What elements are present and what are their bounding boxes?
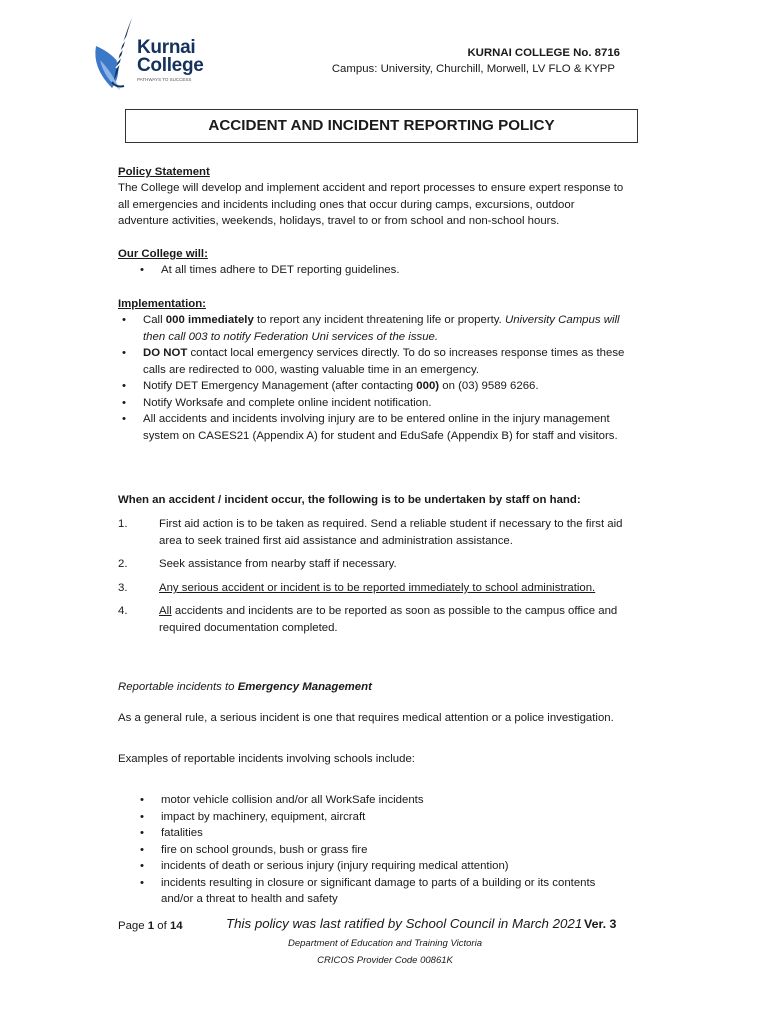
page-number bbox=[118, 918, 183, 935]
college-will-heading: Our College will: bbox=[118, 248, 208, 260]
heading-text: Reportable incidents to bbox=[118, 681, 238, 693]
numbered-item bbox=[118, 556, 658, 573]
item-text-line bbox=[159, 603, 658, 620]
total-pages: 14 bbox=[169, 920, 183, 932]
policy-statement-heading: Policy Statement bbox=[118, 166, 210, 178]
text: system on CASES21 (Appendix A) for student and EduSafe (Appendix B) for staff and visitors. bbox=[143, 429, 618, 442]
examples-intro: Examples of reportable incidents involving schools include: bbox=[118, 753, 415, 765]
campus-note-cont: then call 003 to notify Federation Uni services of the issue. bbox=[143, 330, 439, 343]
numbered-item bbox=[118, 603, 658, 636]
list-item: • fire on school grounds, bush or grass fire bbox=[136, 842, 656, 859]
item-text: accidents and incidents are to be reported as soon as possible to the campus office and bbox=[171, 605, 618, 617]
text: Call bbox=[143, 314, 166, 326]
heading-bold: Emergency Management bbox=[237, 681, 372, 693]
numbered-item bbox=[118, 580, 658, 597]
list-item: • fatalities bbox=[136, 825, 656, 842]
text: on (03) 9589 6266. bbox=[439, 380, 539, 392]
list-item bbox=[118, 411, 663, 444]
list-item bbox=[118, 312, 663, 345]
reportable-heading bbox=[118, 679, 372, 696]
list-item: • incidents of death or serious injury (injury requiring medical attention) bbox=[136, 858, 656, 875]
policy-statement-line: all emergencies and incidents including ones that occur during camps, excursions, outdoor bbox=[118, 198, 575, 211]
item-number: 4. bbox=[118, 605, 128, 617]
text: contact local emergency services directly. To do so increases response times as these bbox=[187, 347, 625, 359]
item-text: Seek assistance from nearby staff if necessary. bbox=[159, 558, 397, 570]
item-number: 1. bbox=[118, 518, 128, 530]
policy-statement-line: adventure activities, weekends, holidays, travel to or from school and non-school hours. bbox=[118, 215, 560, 227]
campus-list: Campus: University, Churchill, Morwell, LV FLO & KYPP bbox=[331, 63, 615, 75]
logo-text-line1: Kurnai bbox=[137, 37, 196, 58]
campus-note: University Campus will bbox=[504, 314, 620, 326]
item-text: area to seek trained first aid assistance and administration assistance. bbox=[159, 534, 513, 547]
cricos-code: CRICOS Provider Code 00861K bbox=[317, 955, 453, 966]
item-text: required documentation completed. bbox=[159, 621, 338, 634]
underlined-word: All bbox=[159, 605, 172, 617]
implementation-heading: Implementation: bbox=[118, 298, 206, 310]
logo-tagline: PATHWAYS TO SUCCESS bbox=[137, 77, 192, 82]
policy-statement-body bbox=[118, 180, 658, 230]
department-name: Department of Education and Training Victoria bbox=[288, 938, 482, 949]
item-text: First aid action is to be taken as required. Send a reliable student if necessary to the first aid bbox=[159, 518, 623, 530]
general-rule: As a general rule, a serious incident is one that requires medical attention or a police investigation. bbox=[118, 712, 614, 724]
text: and/or a threat to health and safety bbox=[161, 893, 338, 905]
policy-statement-line: The College will develop and implement accident and report processes to ensure expert response to bbox=[118, 182, 624, 194]
policy-title-text: ACCIDENT AND INCIDENT REPORTING POLICY bbox=[208, 116, 555, 134]
ratification-note: This policy was last ratified by School Council in March 2021 bbox=[226, 916, 583, 931]
text: incidents resulting in closure or significant damage to parts of a building or its contents bbox=[161, 876, 596, 889]
numbered-item bbox=[118, 516, 658, 549]
examples-list bbox=[136, 792, 656, 908]
list-item: • motor vehicle collision and/or all WorkSafe incidents bbox=[136, 792, 656, 809]
policy-title bbox=[125, 109, 638, 143]
college-number: KURNAI COLLEGE No. 8716 bbox=[467, 47, 620, 59]
implementation-list bbox=[118, 312, 663, 444]
current-page: 1 bbox=[147, 920, 155, 932]
text: to report any incident threatening life or property. bbox=[253, 314, 505, 326]
list-item bbox=[136, 875, 656, 908]
text: Page bbox=[118, 920, 148, 932]
item-number: 3. bbox=[118, 582, 128, 594]
text: of bbox=[154, 920, 170, 932]
text: Notify DET Emergency Management (after contacting bbox=[143, 380, 417, 392]
item-text: Any serious accident or incident is to be reported immediately to school administration. bbox=[159, 582, 596, 594]
emphasis-text: DO NOT bbox=[143, 347, 188, 359]
list-item: • At all times adhere to DET reporting guidelines. bbox=[136, 262, 656, 279]
item-number: 2. bbox=[118, 558, 128, 570]
list-item bbox=[118, 345, 663, 378]
emphasis-text: 000 immediately bbox=[165, 314, 254, 326]
list-item: • impact by machinery, equipment, aircraft bbox=[136, 809, 656, 826]
list-item bbox=[118, 378, 663, 395]
list-item: • Notify Worksafe and complete online incident notification. bbox=[118, 395, 663, 412]
logo-text-line2: College bbox=[137, 55, 204, 76]
staff-steps-heading: When an accident / incident occur, the following is to be undertaken by staff on hand: bbox=[118, 494, 581, 506]
version-label: Ver. 3 bbox=[584, 917, 617, 931]
text: All accidents and incidents involving injury are to be entered online in the injury management bbox=[143, 413, 610, 425]
emphasis-text: 000) bbox=[416, 380, 440, 392]
text: calls are redirected to 000, wasting valuable time in an emergency. bbox=[143, 363, 479, 376]
college-will-list bbox=[136, 262, 656, 279]
